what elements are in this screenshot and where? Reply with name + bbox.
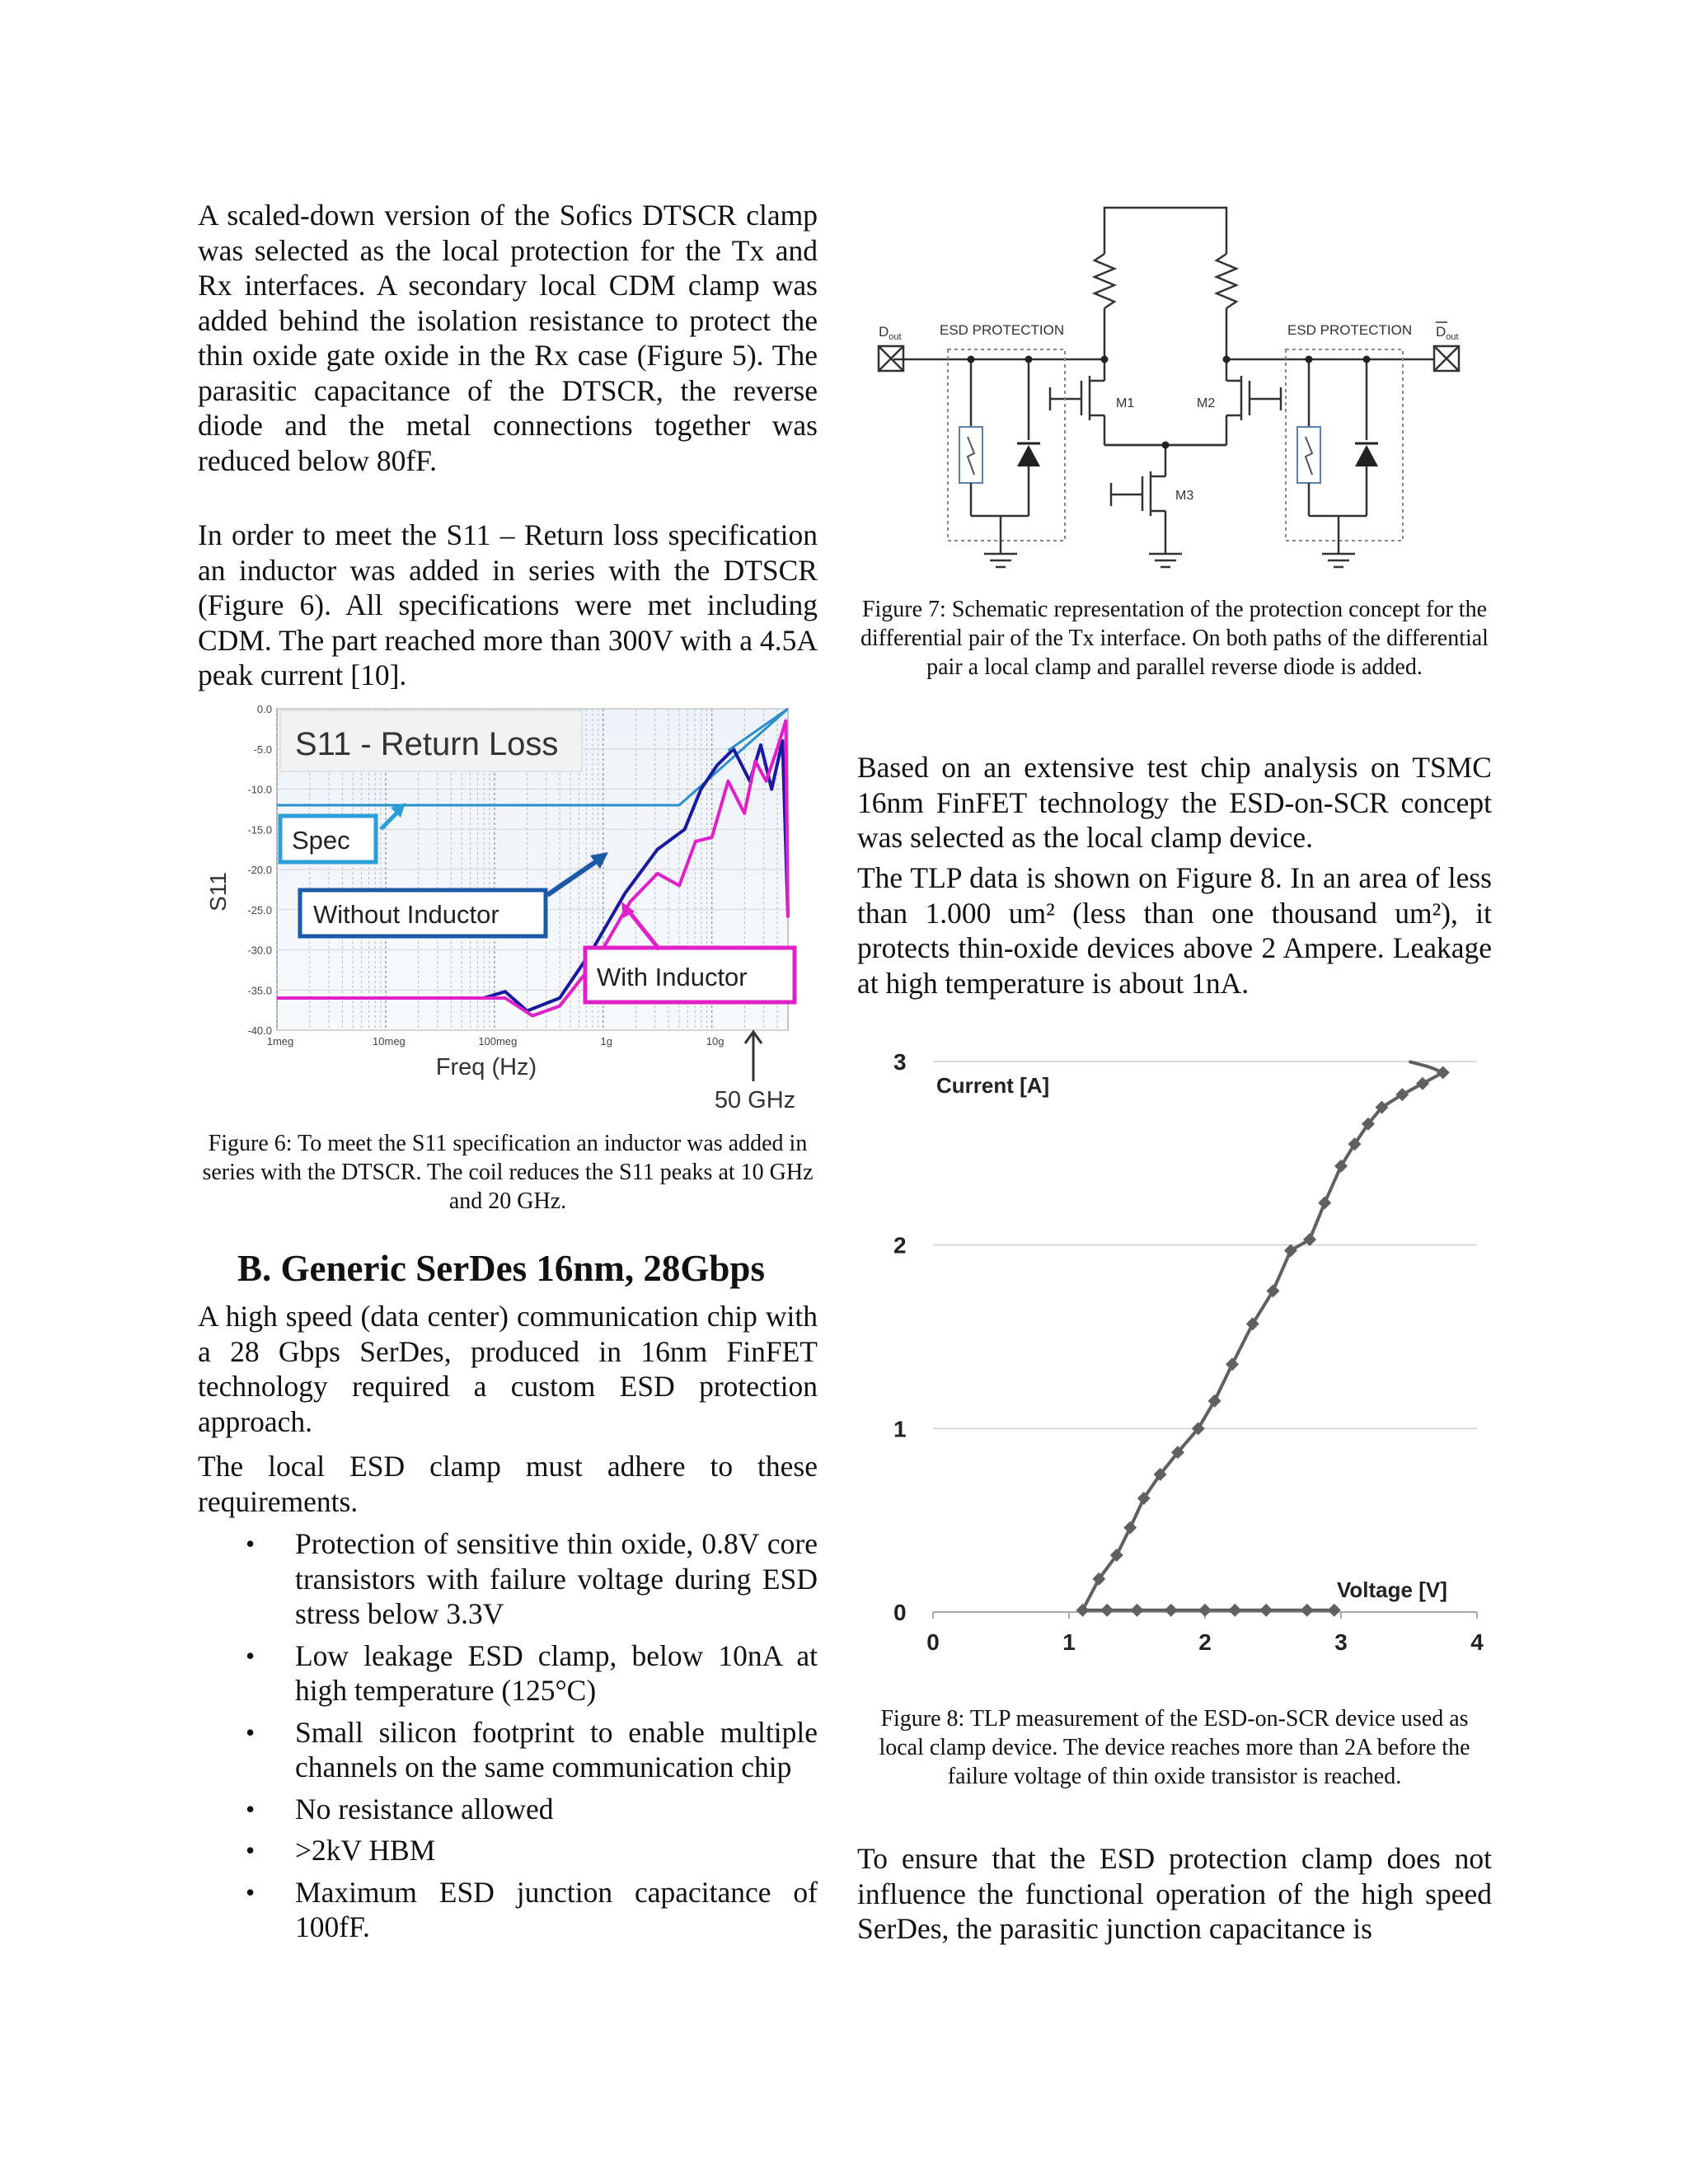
esd-label-right: ESD PROTECTION <box>1287 322 1413 338</box>
m2-label: M2 <box>1197 396 1216 410</box>
requirement-text: Small silicon footprint to enable multiple channels on the same communication chip <box>295 1715 818 1783</box>
esd-block-left <box>948 349 1065 541</box>
legend-with-inductor-label: With Inductor <box>597 963 748 991</box>
tlp-y-ticks <box>893 1049 907 1625</box>
tlp-data-point <box>1131 1604 1144 1617</box>
junction-dot <box>1223 356 1231 363</box>
resistor-left <box>1095 254 1114 308</box>
tlp-y-tick-label: 1 <box>893 1416 907 1442</box>
requirement-item <box>198 1833 818 1868</box>
s11-x-tick-label: 10meg <box>373 1035 406 1047</box>
diode-right <box>1355 445 1378 466</box>
s11-y-tick-label: -25.0 <box>247 903 272 916</box>
m3-label: M3 <box>1175 489 1194 503</box>
s11-y-tick-label: 0.0 <box>256 705 272 715</box>
junction-dot <box>1306 356 1313 363</box>
tlp-data-point <box>1100 1604 1114 1617</box>
tlp-data-point <box>1416 1077 1429 1090</box>
diode-left <box>1017 445 1040 466</box>
bullet-marker: • <box>246 1835 256 1865</box>
tlp-chart-svg <box>857 1035 1492 1678</box>
requirement-text: >2kV HBM <box>295 1834 436 1867</box>
tlp-series <box>1076 1062 1450 1617</box>
tlp-data-point <box>1328 1604 1341 1617</box>
requirement-item <box>198 1526 818 1632</box>
junction-dot <box>1025 356 1033 363</box>
s11-y-tick-label: -30.0 <box>247 944 272 957</box>
s11-chart-svg <box>198 705 818 1118</box>
s11-y-tick-label: -10.0 <box>247 783 272 796</box>
figure-8-caption: Figure 8: TLP measurement of the ESD-on-SCR device used as local clamp device. The device reaches more than 2A before the failure voltage of thin oxide transistor is reached. <box>879 1706 1470 1789</box>
paragraph-serdes-intro: A high speed (data center) communication chip with a 28 Gbps SerDes, produced in 16nm FinFET technology required a custom ESD protection approach. <box>198 1300 818 1438</box>
bullet-marker: • <box>246 1529 256 1558</box>
schematic-svg <box>874 204 1475 592</box>
junction-dot <box>968 356 975 363</box>
figure-7-caption: Figure 7: Schematic representation of the protection concept for the differential pair of the Tx interface. On both paths of the differential pair a local clamp and parallel reverse diode is added. <box>860 597 1489 680</box>
s11-y-tick-label: -5.0 <box>253 743 272 756</box>
paragraph-s11-inductor: In order to meet the S11 – Return loss specification an inductor was added in series with the DTSCR (Figure 6). All specifications were met including CDM. The part reached more than 300V with a 4.5A peak current [10]. <box>198 518 818 691</box>
tlp-data-point <box>1303 1233 1316 1246</box>
bullet-marker: • <box>246 1640 256 1671</box>
esd-label-left: ESD PROTECTION <box>940 322 1065 338</box>
bullet-marker: • <box>246 1877 256 1907</box>
tlp-data-point <box>1437 1066 1450 1079</box>
junction-dot <box>1162 442 1170 449</box>
esd-block-right <box>1286 349 1403 541</box>
tlp-x-tick-label: 1 <box>1062 1629 1076 1655</box>
tlp-y-tick-label: 3 <box>893 1049 907 1075</box>
s11-x-tick-label: 100meg <box>478 1035 518 1047</box>
junction-dot <box>1101 356 1109 363</box>
tlp-data-point <box>1301 1604 1314 1617</box>
requirement-text: Low leakage ESD clamp, below 10nA at high temperature (125°C) <box>295 1638 818 1707</box>
tlp-data-point <box>1259 1604 1273 1617</box>
requirement-item <box>198 1792 818 1827</box>
tlp-data-point <box>1318 1196 1331 1209</box>
resistor-right <box>1217 254 1236 308</box>
legend-without-inductor-label: Without Inductor <box>313 900 499 929</box>
s11-y-tick-label: -20.0 <box>247 864 272 876</box>
tlp-y-tick-label: 2 <box>893 1232 907 1258</box>
s11-y-tick-label: -35.0 <box>247 984 272 997</box>
junction-dot <box>1363 356 1371 363</box>
requirement-text: Protection of sensitive thin oxide, 0.8V core transistors with failure voltage during ESD stress below 3.3V <box>295 1527 818 1630</box>
legend-spec-label: Spec <box>292 826 350 855</box>
pin-left-label: $D_{out}$ <box>879 324 902 342</box>
tlp-x-tick-label: 3 <box>1334 1629 1348 1655</box>
clamp-right-symbol <box>1306 437 1312 475</box>
requirement-item <box>198 1638 818 1708</box>
tlp-data-point <box>1123 1521 1137 1535</box>
pin-right-label: $D_{out}$ <box>1436 324 1459 342</box>
tlp-data-point <box>1165 1604 1178 1617</box>
paragraph-tlp-data: The TLP data is shown on Figure 8. In an area of less than 1.000 um² (less than one thousand um²), it protects thin-oxide devices above 2 Ampere. Leakage at high temperature is about 1nA. <box>857 861 1492 1000</box>
figure-8-tlp-chart <box>857 1035 1492 1678</box>
s11-x-tick-label: 1g <box>600 1035 612 1047</box>
requirements-list <box>198 1526 818 1952</box>
tlp-x-ticks <box>926 1629 1484 1655</box>
requirement-text: Maximum ESD junction capacitance of 100fF. <box>295 1875 818 1943</box>
tlp-x-tick-label: 0 <box>926 1629 940 1655</box>
clamp-left-symbol <box>968 437 974 475</box>
tlp-data-point <box>1198 1604 1212 1617</box>
s11-x-ticks <box>267 1035 724 1047</box>
requirement-item <box>198 1715 818 1785</box>
s11-y-tick-label: -15.0 <box>247 823 272 837</box>
tlp-x-tick-label: 2 <box>1198 1629 1212 1655</box>
tlp-x-tick-label: 4 <box>1470 1629 1484 1655</box>
figure-6-caption: Figure 6: To meet the S11 specification an inductor was added in series with the DTSCR. The coil reduces the S11 peaks at 10 GHz and 20 GHz. <box>202 1131 814 1214</box>
bullet-marker: • <box>246 1717 256 1747</box>
tlp-curve <box>1083 1062 1443 1610</box>
figure-7-schematic <box>874 204 1475 592</box>
s11-y-tick-label: -40.0 <box>247 1024 272 1037</box>
tlp-data-point <box>1228 1604 1241 1617</box>
requirement-item <box>198 1875 818 1945</box>
paragraph-requirements: The local ESD clamp must adhere to these requirements. <box>198 1450 818 1518</box>
tlp-y-tick-label: 0 <box>893 1600 907 1625</box>
tlp-data-point <box>1076 1604 1090 1617</box>
tlp-gridlines <box>933 1062 1477 1619</box>
paragraph-test-chip: Based on an extensive test chip analysis on TSMC 16nm FinFET technology the ESD-on-SCR concept was selected as the local clamp device. <box>857 751 1492 854</box>
requirement-text: No resistance allowed <box>295 1792 554 1825</box>
figure-6-s11-chart <box>198 705 818 1118</box>
s11-x-tick-label: 10g <box>706 1035 724 1047</box>
s11-y-ticks <box>247 705 272 1037</box>
tlp-data-point <box>1226 1357 1239 1371</box>
s11-title: S11 - Return Loss <box>295 726 559 762</box>
paragraph-dtscr-clamp: A scaled-down version of the Sofics DTSCR clamp was selected as the local protection for the Tx and Rx interfaces. A secondary local CDM clamp was added behind the isolation resistance to protect the thin oxide gate oxide in the Rx case (Figure 5). The parasitic capacitance of the DTSCR, the reverse diode and the metal connections together was reduced below 80fF. <box>198 199 818 477</box>
s11-x-axis-label: Freq (Hz) <box>435 1054 537 1080</box>
s11-x-tick-label: 1meg <box>266 1035 294 1047</box>
tlp-x-axis-label: Voltage [V] <box>1337 1577 1447 1602</box>
s11-y-axis-label: S11 <box>205 872 231 912</box>
tlp-y-axis-label: Current [A] <box>936 1073 1050 1098</box>
50ghz-label: 50 GHz <box>714 1087 796 1113</box>
m1-label: M1 <box>1116 396 1135 410</box>
top-rail <box>1104 208 1226 216</box>
bullet-marker: • <box>246 1793 256 1824</box>
tlp-data-point <box>1284 1244 1297 1257</box>
paragraph-junction-capacitance: To ensure that the ESD protection clamp does not influence the functional operation of the high speed SerDes, the parasitic junction capacitance is <box>857 1842 1492 1945</box>
section-heading: B. Generic SerDes 16nm, 28Gbps <box>237 1248 765 1289</box>
